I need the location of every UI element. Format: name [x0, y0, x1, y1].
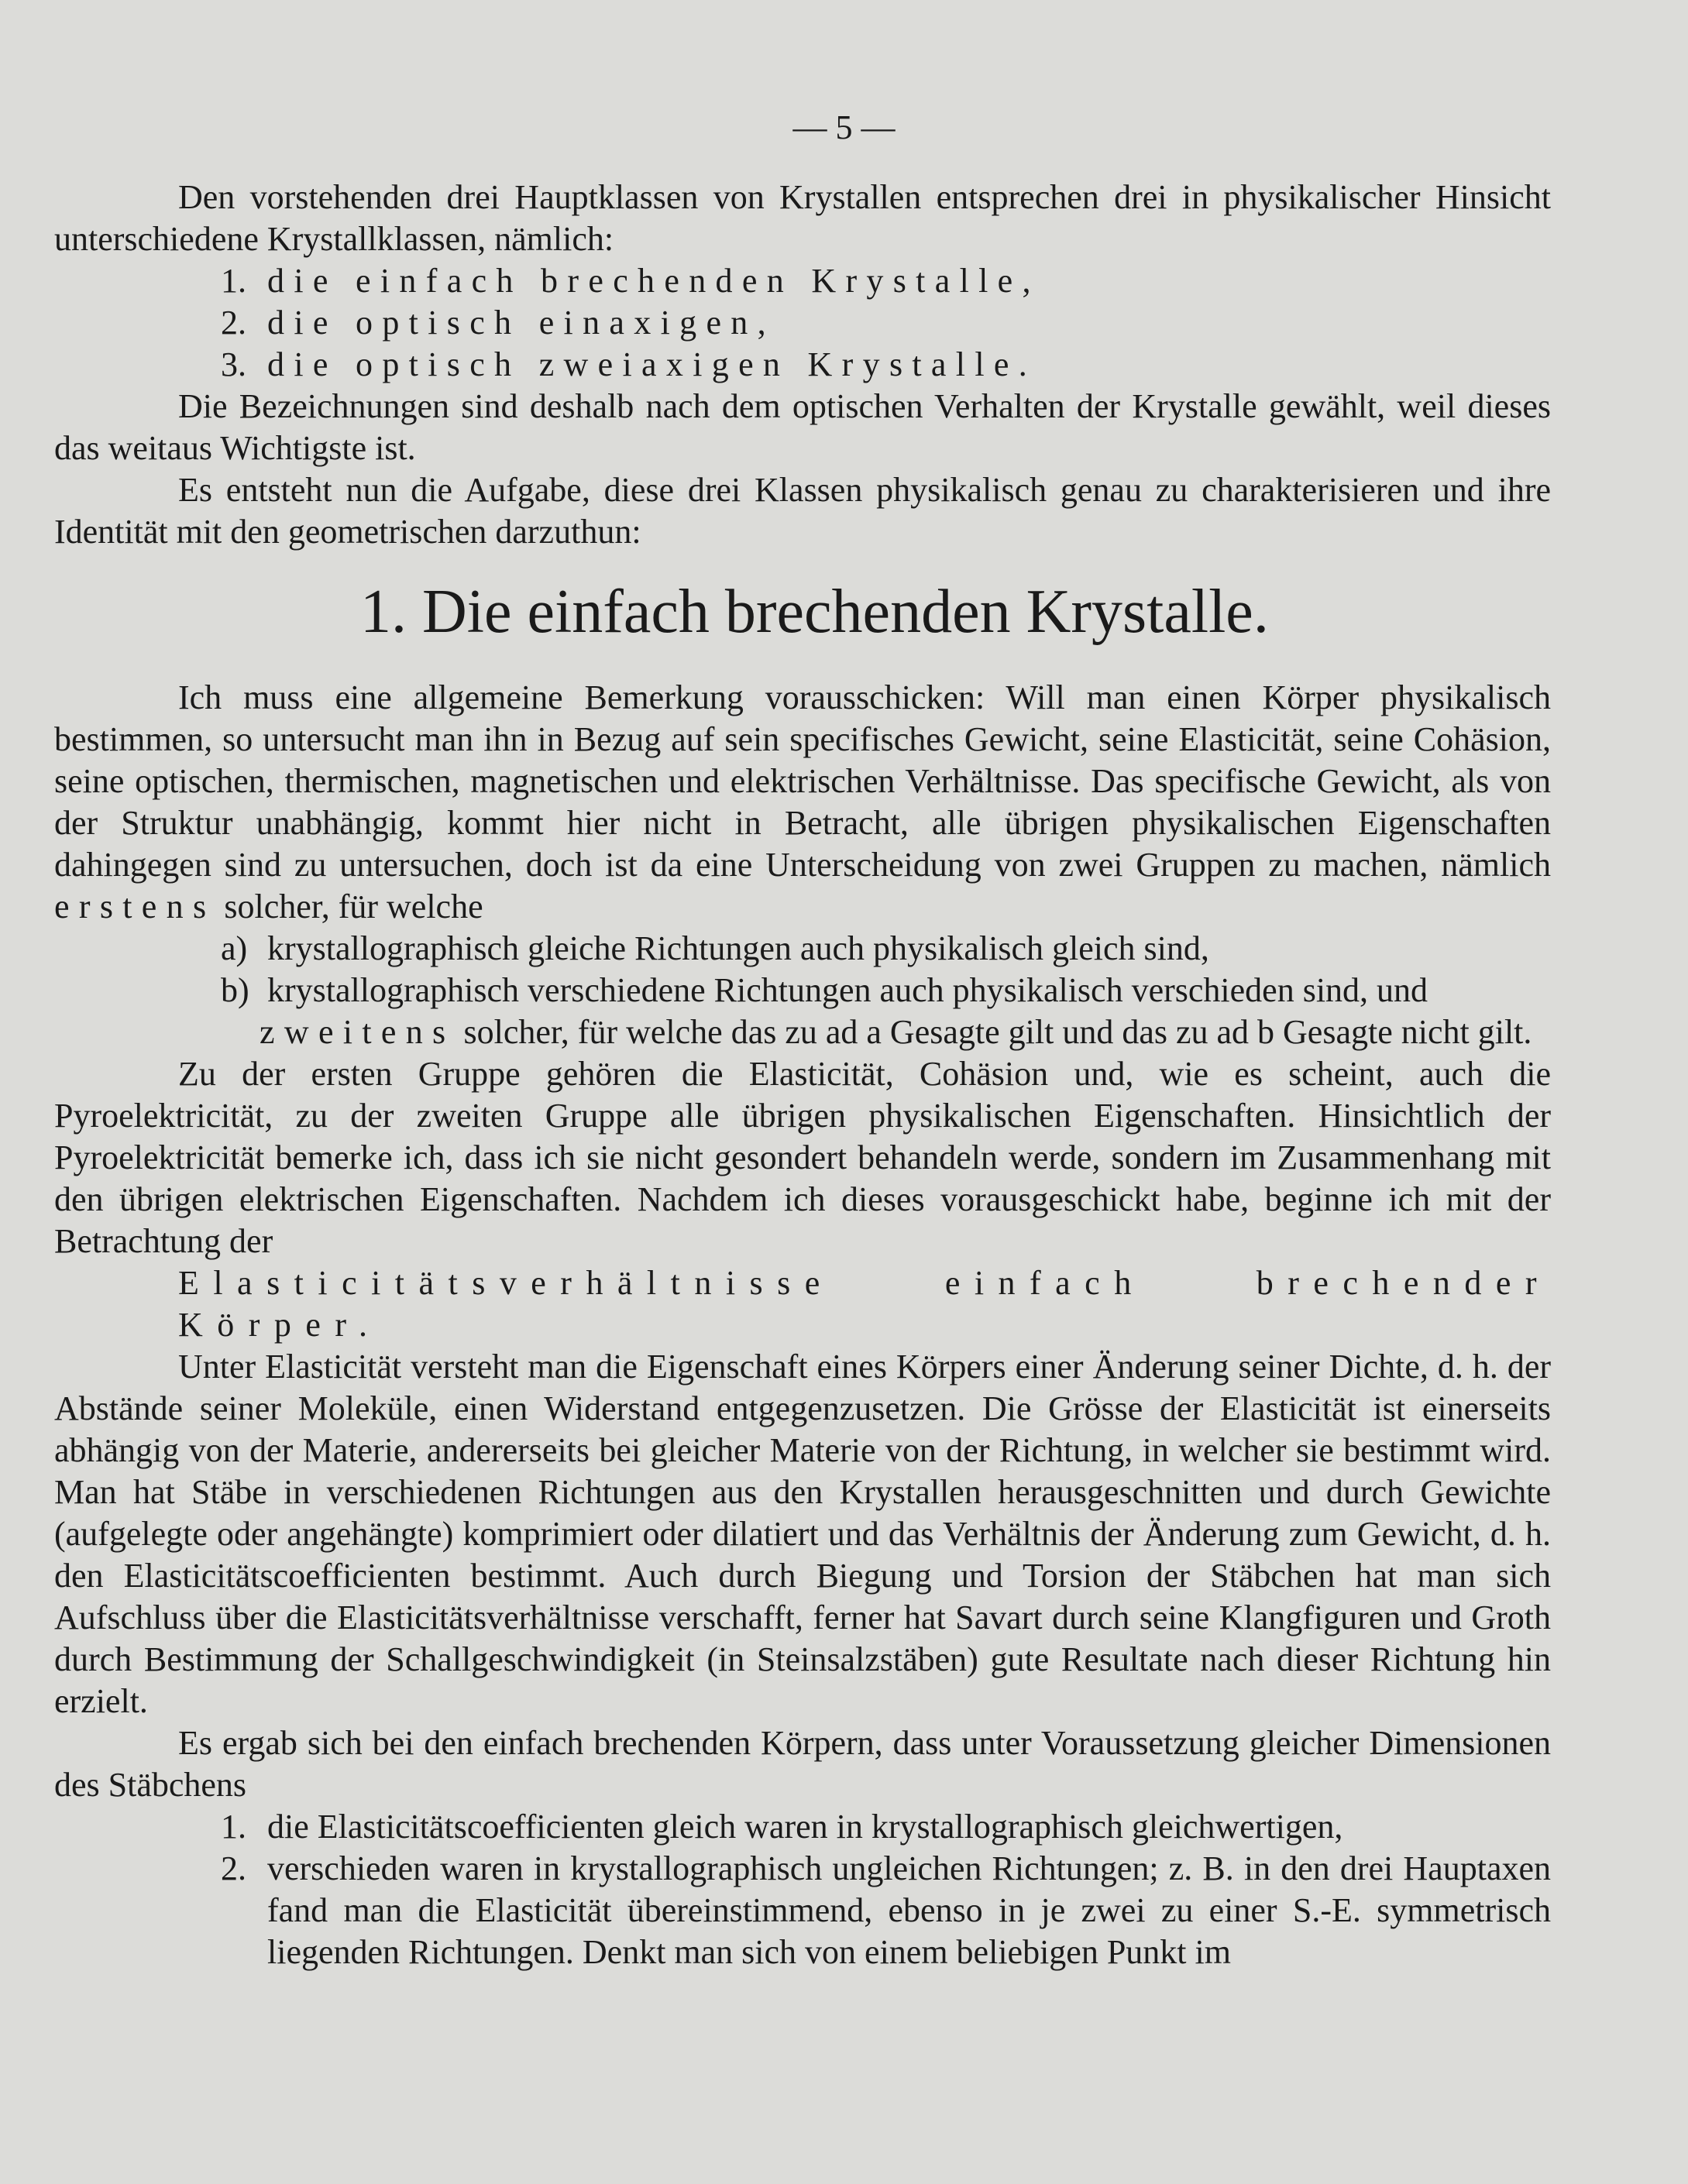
- list-item: [221, 260, 1551, 302]
- page-number: — 5 —: [792, 108, 896, 146]
- emphasis-text: zweitens: [260, 1013, 456, 1051]
- list-text: krystallographisch verschiedene Richtungen auch physikalisch verschieden sind, und: [267, 971, 1428, 1009]
- list-text: die einfach brechenden Krystalle,: [267, 262, 1040, 300]
- section-paragraph-2: [54, 1011, 1551, 1053]
- list-number: 3.: [221, 345, 246, 383]
- list-number: 1.: [221, 262, 246, 300]
- page-content: [54, 177, 1551, 1973]
- list-number: 2.: [221, 304, 246, 342]
- list-number: b): [221, 971, 249, 1009]
- result-list: [54, 1806, 1551, 1973]
- list-number: 1.: [221, 1808, 246, 1846]
- list-item: [221, 1806, 1551, 1848]
- list-text: verschieden waren in krystallographisch ungleichen Richtungen; z. B. in den drei Hauptaxen fand man die Elasticität übereinstimmend, ebenso in je zwei zu einer S.-E. symmetrisch liegenden Richtungen. Denkt man sich von einem beliebigen Punkt im: [267, 1849, 1551, 1971]
- list-item: [221, 1848, 1551, 1973]
- list-text: krystallographisch gleiche Richtungen auch physikalisch gleich sind,: [267, 929, 1209, 967]
- paragraph-text: solcher, für welche das zu ad a Gesagte gilt und das zu ad b Gesagte nicht gilt.: [463, 1013, 1532, 1051]
- list-item: [221, 928, 1551, 970]
- intro-paragraph-3: Es entsteht nun die Aufgabe, diese drei Klassen physikalisch genau zu charakterisieren und ihre Identität mit den geometrischen darzuthun:: [54, 471, 1551, 551]
- paragraph-text: Ich muss eine allgemeine Bemerkung vorausschicken: Will man einen Körper physikalisch bestimmen, so untersucht man ihn in Bezug auf sein specifisches Gewicht, seine Elasticität, seine Cohäsion, seine optischen, thermischen, magnetischen und elektrischen Verhältnisse. Das specifische Gewicht, als von der Struktur unabhängig, kommt hier nicht in Betracht, alle übrigen physikalischen Eigenschaften dahingegen sind zu untersuchen, doch ist da eine Unterscheidung von zwei Gruppen zu machen, nämlich: [54, 678, 1551, 884]
- section-paragraph-3: Zu der ersten Gruppe gehören die Elasticität, Cohäsion und, wie es scheint, auch die Pyroelektricität, zu der zweiten Gruppe alle übrigen physikalischen Eigenschaften. Hinsichtlich der Pyroelektricität bemerke ich, dass ich sie nicht gesondert behandeln werde, sondern im Zusammenhang mit den übrigen elektrischen Eigenschaften. Nachdem ich dieses vorausgeschickt habe, beginne ich mit der Betrachtung der: [54, 1055, 1551, 1260]
- list-text: die Elasticitätscoefficienten gleich waren in krystallographisch gleichwertigen,: [267, 1808, 1343, 1846]
- section-paragraph-1: [54, 677, 1551, 928]
- list-text: die optisch zweiaxigen Krystalle.: [267, 345, 1037, 383]
- emphasis-text: erstens: [54, 888, 216, 925]
- list-item: [221, 344, 1551, 386]
- list-number: a): [221, 929, 248, 967]
- intro-paragraph-2: Die Bezeichnungen sind deshalb nach dem optischen Verhalten der Krystalle gewählt, weil dieses das weitaus Wichtigste ist.: [54, 387, 1551, 467]
- list-item: [221, 970, 1551, 1011]
- class-list: [54, 260, 1551, 386]
- subheading: Elasticitätsverhältnisse einfach brechender Körper.: [178, 1264, 1551, 1344]
- list-text: die optisch einaxigen,: [267, 304, 775, 342]
- paragraph-text: solcher, für welche: [224, 888, 483, 925]
- intro-paragraph: Den vorstehenden drei Hauptklassen von Krystallen entsprechen drei in physikalischer Hinsicht unterschiedene Krystallklassen, nämlich:: [54, 178, 1551, 258]
- list-item: [221, 302, 1551, 344]
- list-number: 2.: [221, 1849, 246, 1887]
- section-paragraph-4: Unter Elasticität versteht man die Eigenschaft eines Körpers einer Änderung seiner Dichte, d. h. der Abstände seiner Moleküle, einen Widerstand entgegenzusetzen. Die Grösse der Elasticität ist einerseits abhängig von der Materie, andererseits bei gleicher Materie von der Richtung, in welcher sie bestimmt wird. Man hat Stäbe in verschiedenen Richtungen aus den Krystallen herausgeschnitten und durch Gewichte (aufgelegte oder angehängte) komprimiert oder dilatiert und das Verhältnis der Änderung zum Gewicht, d. h. den Elasticitätscoefficienten bestimmt. Auch durch Biegung und Torsion der Stäbchen hat man sich Aufschluss über die Elasticitätsverhältnisse verschafft, ferner hat Savart durch seine Klangfiguren und Groth durch Bestimmung der Schallgeschwindigkeit (in Steinsalzstäben) gute Resultate nach dieser Richtung hin erzielt.: [54, 1348, 1551, 1720]
- section-paragraph-5: Es ergab sich bei den einfach brechenden Körpern, dass unter Voraussetzung gleicher Dimensionen des Stäbchens: [54, 1724, 1551, 1804]
- section-heading: 1. Die einfach brechenden Krystalle.: [360, 578, 1269, 646]
- condition-list: [54, 928, 1551, 1011]
